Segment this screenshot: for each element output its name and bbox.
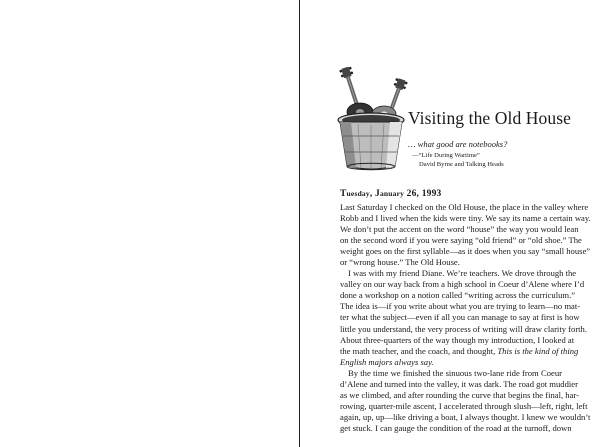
text-line: valley on our way back from a high school in Coeur d’Alene where I’d — [340, 279, 585, 290]
date-weekday-initial: T — [340, 189, 347, 199]
text-line: Last Saturday I checked on the Old House, the place in the valley where — [340, 202, 589, 212]
italic-text: This is the kind of thing — [497, 345, 579, 356]
text-line — [340, 357, 562, 368]
left-page-blank — [0, 0, 299, 447]
italic-text: English majors always say. — [340, 356, 434, 367]
body-text — [340, 202, 591, 434]
text-line: We don’t put the accent on the word “house” the way you would lean — [340, 224, 579, 235]
text-line: rowing, quarter-mile ascent, I accelerated through slush—left, right, left — [340, 400, 588, 411]
text-line: again, up, up—like driving a boat, I always thought. I knew we wouldn’t — [340, 411, 591, 422]
entry-date: Tuesday, January 26, 1993 — [340, 189, 442, 199]
text-line: or “wrong house.” The Old House. — [340, 257, 460, 268]
date-month-initial: J — [375, 189, 380, 199]
epigraph-source: —“Life During Wartime” — [412, 152, 480, 159]
text-line: little you understand, the very process of writing will draw clarity forth. — [340, 323, 588, 334]
text-line: About three-quarters of the way though my introduction, I looked at — [340, 334, 575, 345]
text-line: as we climbed, and after rounding the curve that begins the final, har- — [340, 389, 579, 400]
trash-can-guitars-illustration — [332, 62, 410, 172]
right-page — [300, 0, 600, 447]
text-line: ter what the subject—even if all you can manage to say at first is how — [340, 312, 580, 323]
text-line: on the second word if you were saying “old friend” or “old shoe.” The — [340, 235, 582, 246]
epigraph-author: David Byrne and Talking Heads — [419, 161, 504, 168]
text-line: By the time we finished the sinuous two-lane ride from Coeur — [348, 367, 562, 378]
text-line: Robb and I lived when the kids were tiny. We say its name a certain way. — [340, 213, 591, 224]
date-month-rest: anuary — [379, 189, 405, 198]
text-line: I was with my friend Diane. We’re teachers. We drove through the — [348, 268, 577, 279]
text-segment: the math teacher, and the coach, and thought, — [340, 345, 496, 356]
text-line: d’Alene and turned into the valley, it was dark. The road got muddier — [340, 378, 578, 389]
text-line: done a workshop on a notion called “writing across the curriculum.” — [340, 290, 576, 301]
text-line: weight goes on the first syllable—as it does when you say “small house” — [340, 246, 591, 257]
text-line: get stuck. I can gauge the condition of the road at the turnoff, down — [340, 422, 572, 433]
epigraph-quote: … what good are notebooks? — [408, 139, 508, 149]
chapter-title: Visiting the Old House — [408, 108, 572, 128]
text-line — [340, 345, 579, 357]
text-line: The idea is—if you write about what you are trying to learn—no mat- — [340, 301, 581, 312]
date-day-year: 26, 1993 — [406, 189, 442, 199]
epigraph — [408, 139, 578, 169]
date-weekday-rest: uesday — [346, 189, 370, 198]
